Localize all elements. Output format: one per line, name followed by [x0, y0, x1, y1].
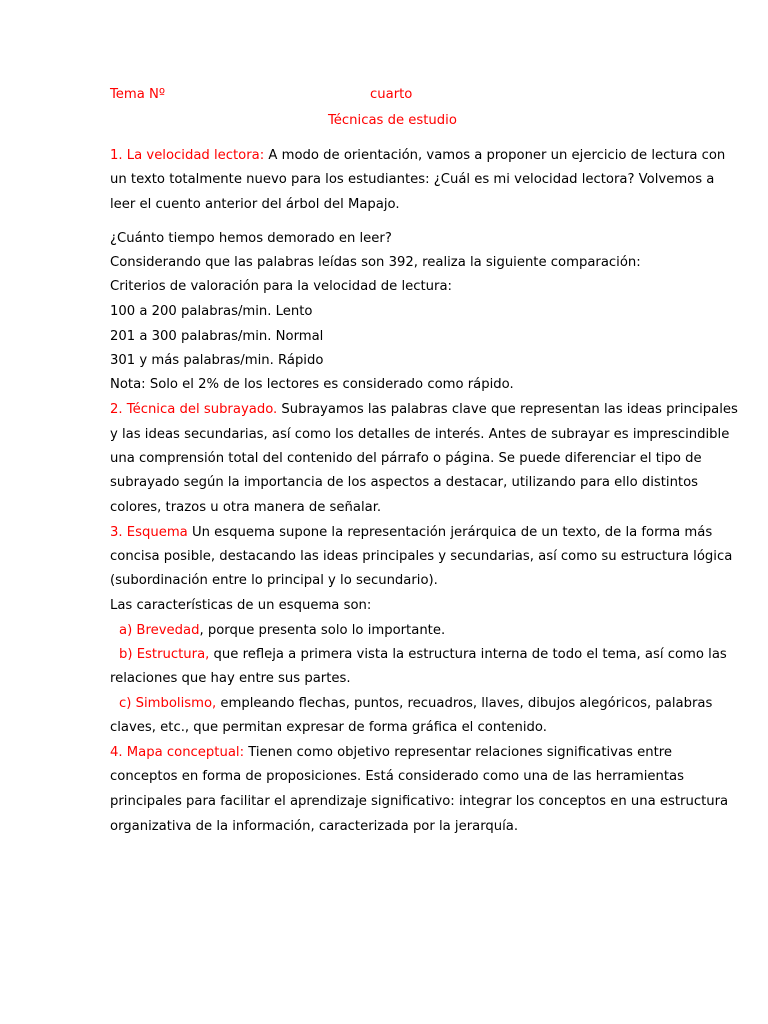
section2-line5: colores, trazos u otra manera de señalar.	[110, 500, 382, 515]
section4-heading: 4. Mapa conceptual:	[110, 745, 245, 760]
criteria-item: 201 a 300 palabras/min. Normal	[110, 329, 324, 344]
document-title: Técnicas de estudio	[328, 113, 457, 128]
section3-line2: concisa posible, destacando las ideas principales y secundarias, así como su estructura lógica	[110, 549, 733, 564]
section1-heading: 1. La velocidad lectora:	[110, 148, 265, 163]
criteria-item: 100 a 200 palabras/min. Lento	[110, 304, 313, 319]
section3-heading: 3. Esquema	[110, 525, 188, 540]
list-item-c-label: c) Simbolismo,	[119, 696, 217, 711]
section1-line1: 1. La velocidad lectora: A modo de orientación, vamos a proponer un ejercicio de lectura con	[110, 148, 726, 163]
section1-line3: leer el cuento anterior del árbol del Mapajo.	[110, 197, 400, 212]
list-item-b-cont: relaciones que hay entre sus partes.	[110, 671, 351, 686]
list-item-b-label: b) Estructura,	[119, 647, 210, 662]
section2-line4: subrayado según la importancia de los aspectos a destacar, utilizando para ello distintos	[110, 475, 699, 490]
section2-line2: y las ideas secundarias, así como los detalles de interés. Antes de subrayar es imprescindible	[110, 427, 730, 442]
section4-line4: organizativa de la información, caracterizada por la jerarquía.	[110, 819, 519, 834]
section3-line1: 3. Esquema Un esquema supone la representación jerárquica de un texto, de la forma más	[110, 525, 713, 540]
list-item-a: a) Brevedad, porque presenta solo lo importante.	[119, 623, 446, 638]
section2-heading: 2. Técnica del subrayado.	[110, 402, 278, 417]
list-item-c: c) Simbolismo, empleando flechas, puntos, recuadros, llaves, dibujos alegóricos, palabras	[119, 696, 713, 711]
section2-line1: 2. Técnica del subrayado. Subrayamos las palabras clave que representan las ideas principales	[110, 402, 738, 417]
section4-line3: principales para facilitar el aprendizaje significativo: integrar los conceptos en una estructura	[110, 794, 729, 809]
list-item-b: b) Estructura, que refleja a primera vista la estructura interna de todo el tema, así como las	[119, 647, 727, 662]
grade-label: cuarto	[370, 87, 413, 102]
list-item-c-cont: claves, etc., que permitan expresar de forma gráfica el contenido.	[110, 720, 547, 735]
list-item-a-label: a) Brevedad	[119, 623, 200, 638]
tema-label: Tema Nº	[110, 87, 166, 102]
criteria-item: 301 y más palabras/min. Rápido	[110, 353, 324, 368]
section1-instruction: Considerando que las palabras leídas son 392, realiza la siguiente comparación:	[110, 255, 641, 270]
section1-question: ¿Cuánto tiempo hemos demorado en leer?	[110, 231, 392, 246]
criteria-title: Criterios de valoración para la velocidad de lectura:	[110, 279, 452, 294]
section3-intro: Las características de un esquema son:	[110, 598, 372, 613]
section2-line3: una comprensión total del contenido del párrafo o página. Se puede diferenciar el tipo de	[110, 451, 702, 466]
section4-line2: conceptos en forma de proposiciones. Está considerado como una de las herramientas	[110, 769, 684, 784]
section3-line3: (subordinación entre lo principal y lo secundario).	[110, 573, 438, 588]
section1-note: Nota: Solo el 2% de los lectores es considerado como rápido.	[110, 377, 514, 392]
section1-line2: un texto totalmente nuevo para los estudiantes: ¿Cuál es mi velocidad lectora? Volvemos a	[110, 172, 715, 187]
section4-line1: 4. Mapa conceptual: Tienen como objetivo representar relaciones significativas entre	[110, 745, 673, 760]
